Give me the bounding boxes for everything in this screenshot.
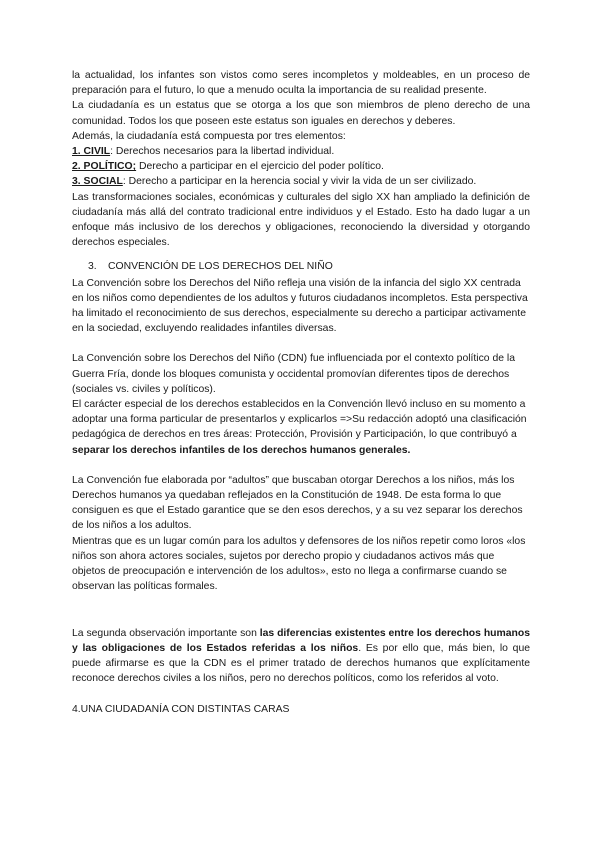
element-politico-text: Derecho a participar en el ejercicio del poder político. xyxy=(136,161,384,173)
convencion-paragraph-1: La Convención sobre los Derechos del Niño refleja una visión de la infancia del siglo XX centrada en los niños como dependientes de los adultos y futuros ciudadanos incompletos. Esta perspectiva ha limitado el reconocimiento de sus derechos, especialmente su derecho a participar activamente en la sociedad, excluyendo realidades infantiles diversas. xyxy=(72,277,528,335)
section-4-heading: 4.UNA CIUDADANÍA CON DISTINTAS CARAS xyxy=(72,704,290,716)
convencion-paragraph-5: Mientras que es un lugar común para los adultos y defensores de los niños repetir como loros «los niños son ahora actores sociales, sujetos por derecho propio y ciudadanos activos más que objetos de preocupación e intervención de los adultos», esto no llega a confirmarse cuando se observan las políticas formales. xyxy=(72,535,526,593)
segunda-observacion-text-1: La segunda observación importante son xyxy=(72,627,260,639)
convencion-paragraph-3 xyxy=(72,397,530,458)
element-social-text: : Derecho a participar en la herencia social y vivir la vida de un ser civilizado. xyxy=(122,176,477,188)
convencion-paragraph-3-text: El carácter especial de los derechos establecidos en la Convención llevó incluso en su momento a adoptar una forma particular de presentarlos y explicarlos =>Su redacción adoptó una clasificación pedagógica de derechos en tres áreas: Protección, Provisión y Participación, lo que contribuyó a xyxy=(72,399,527,441)
segunda-observacion-text-2: . Es por ello que, más bien, lo que puede afirmarse es que la CDN es el primer tratado de derechos humanos que explícitamente reconoce derechos civiles a los niños, pero no derechos políticos, como los referidos al voto. xyxy=(72,642,531,685)
element-social xyxy=(72,174,530,189)
segunda-observacion-bold: las diferencias existentes entre los derechos humanos y las obligaciones de los Estados referidas a los niños xyxy=(72,627,530,654)
section-3-heading xyxy=(72,259,530,274)
section-3-title: CONVENCIÓN DE LOS DERECHOS DEL NIÑO xyxy=(108,261,333,273)
intro-paragraph: la actualidad, los infantes son vistos como seres incompletos y moldeables, en un proceso de preparación para el futuro, lo que a menudo oculta la importancia de su realidad presente. xyxy=(72,70,530,97)
element-civil-text: : Derechos necesarios para la libertad individual. xyxy=(110,146,335,158)
convencion-paragraph-4: La Convención fue elaborada por “adultos” que buscaban otorgar Derechos a los niños, más los Derechos humanos ya quedaban reflejados en la Constitución de 1948. De esta forma lo que consiguen es que el Estado garantice que se den esos derechos, y a su vez separar los derechos de los niños a los adultos. xyxy=(72,474,523,532)
transformaciones-paragraph: Las transformaciones sociales, económicas y culturales del siglo XX han ampliado la definición de ciudadanía más allá del contrato tradicional entre individuos y el Estado. Esto ha dado lugar a un enfoque más inclusivo de los derechos y obligaciones, reconociendo la diversidad y otorgando derechos especiales. xyxy=(72,191,530,249)
element-politico xyxy=(72,159,530,174)
element-politico-label: 2. POLÍTICO; xyxy=(72,161,137,173)
ciudadania-definition: La ciudadanía es un estatus que se otorga a los que son miembros de pleno derecho de una comunidad. Todos los que poseen este estatus son iguales en derechos y deberes. xyxy=(72,100,530,127)
convencion-paragraph-2: La Convención sobre los Derechos del Niño (CDN) fue influenciada por el contexto político de la Guerra Fría, donde los bloques comunista y occidental promovían diferentes tipos de derechos (sociales vs. civiles y políticos). xyxy=(72,353,516,395)
element-civil-label: 1. CIVIL xyxy=(72,146,111,158)
segunda-observacion-paragraph xyxy=(72,626,530,687)
element-civil xyxy=(72,144,530,159)
convencion-paragraph-3-bold: separar los derechos infantiles de los derechos humanos generales. xyxy=(72,444,411,456)
section-3-number: 3. xyxy=(88,261,97,273)
elements-intro: Además, la ciudadanía está compuesta por tres elementos: xyxy=(72,130,346,142)
element-social-label: 3. SOCIAL xyxy=(72,176,123,188)
